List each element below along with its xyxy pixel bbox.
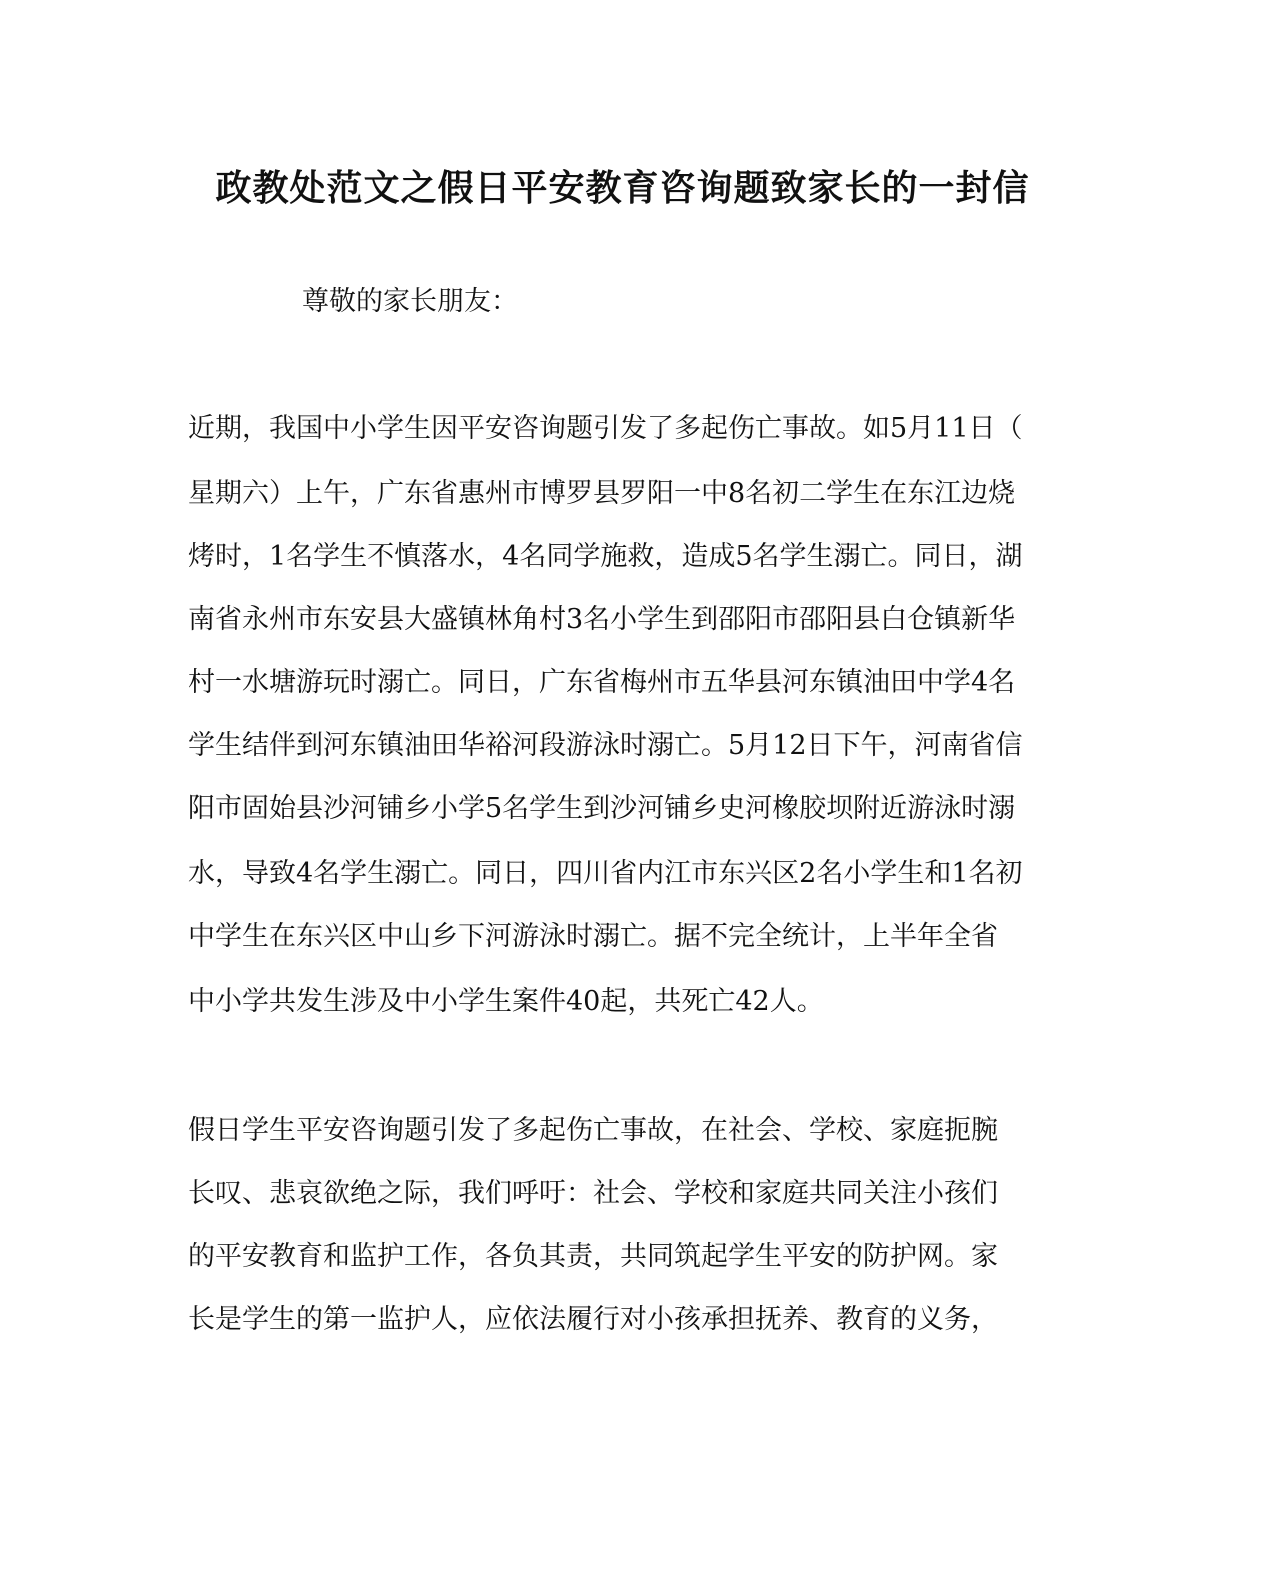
paragraph-line: 南省永州市东安县大盛镇林角村3名小学生到邵阳市邵阳县白仓镇新华 [188,604,1016,635]
paragraph-line: 水，导致4名学生溺亡。同日，四川省内江市东兴区2名小学生和1名初 [188,858,1023,889]
paragraph-line: 学生结伴到河东镇油田华裕河段游泳时溺亡。5月12日下午，河南省信 [188,730,1023,761]
paragraph-line: 烤时，1名学生不慎落水，4名同学施救，造成5名学生溺亡。同日，湖 [188,541,1023,572]
document-title: 政教处范文之假日平安教育咨询题致家长的一封信 [215,167,1030,209]
paragraph-line: 长叹、悲哀欲绝之际，我们呼吁：社会、学校和家庭共同关注小孩们 [188,1178,998,1209]
paragraph-line: 星期六）上午，广东省惠州市博罗县罗阳一中8名初二学生在东江边烧 [188,478,1016,509]
paragraph-line: 村一水塘游玩时溺亡。同日，广东省梅州市五华县河东镇油田中学4名 [188,667,1016,698]
paragraph-line: 近期，我国中小学生因平安咨询题引发了多起伤亡事故。如5月11日（ [188,413,1023,444]
salutation: 尊敬的家长朋友： [302,286,518,317]
paragraph-line: 阳市固始县沙河铺乡小学5名学生到沙河铺乡史河橡胶坝附近游泳时溺 [188,793,1016,824]
paragraph-line: 假日学生平安咨询题引发了多起伤亡事故，在社会、学校、家庭扼腕 [188,1115,998,1146]
paragraph-line: 中学生在东兴区中山乡下河游泳时溺亡。据不完全统计，上半年全省 [188,921,998,952]
paragraph-line: 中小学共发生涉及中小学生案件40起，共死亡42人。 [188,986,824,1017]
paragraph-line: 长是学生的第一监护人，应依法履行对小孩承担抚养、教育的义务， [188,1304,998,1335]
paragraph-line: 的平安教育和监护工作，各负其责，共同筑起学生平安的防护网。家 [188,1241,998,1272]
